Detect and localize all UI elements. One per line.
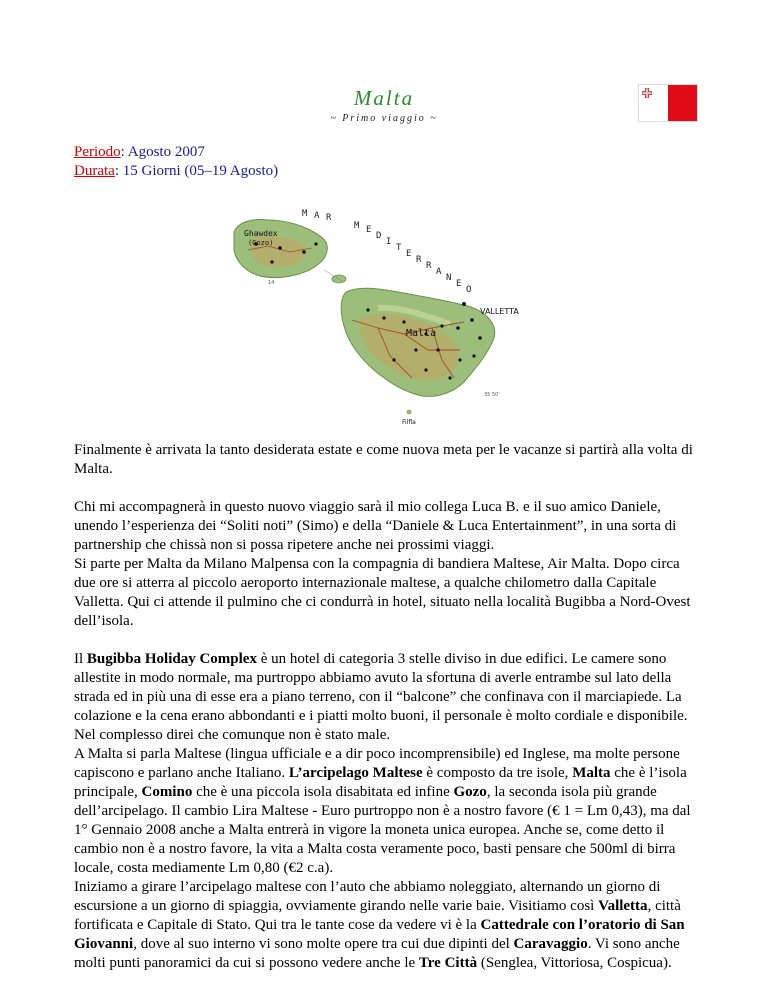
malta-map [228, 200, 540, 426]
sea-letter: A [314, 211, 320, 221]
sea-letter: R [326, 213, 332, 223]
duration-label: Durata [74, 163, 115, 179]
sea-letter: E [456, 279, 462, 289]
period-value: : Agosto 2007 [120, 144, 205, 160]
gozo-label: Ghawdex [244, 229, 278, 238]
period-label: Periodo [74, 144, 121, 160]
gozo-sublabel: (Gozo) [248, 239, 274, 247]
hotel-name: Bugibba Holiday Complex [86, 651, 257, 667]
sea-letter: R [426, 261, 432, 271]
sea-letter: I [386, 237, 392, 247]
paragraph: Il Bugibba Holiday Complex è un hotel di categoria 3 stelle diviso in due edifici. Le camere sono allestite in modo normale, ma purtroppo abbiamo avuto la sfortuna di averle entrambe sul lato della strada ed in più una di esse era a piano terreno, con il “balcone” che confinava con il marciapiede. La colazione e la cena erano abbondanti e i piatti molto buoni, il personale è molto cordiale e disponibile. Nel complesso direi che comunque non è stato male. [74, 651, 688, 743]
sea-letter: E [366, 225, 372, 235]
sea-letter: M [354, 221, 360, 231]
duration-line [74, 162, 278, 181]
paragraph: Iniziamo a girare l’arcipelago maltese con l’auto che abbiamo noleggiato, alternando un giorno di escursione a un giorno di spiaggia, ovviamente girando nelle varie baie. Visitiamo così Valletta, città fortificata e Capitale di Stato. Qui tra le tante cose da vedere vi è la Cattedrale con l’oratorio di San Giovanni, dove al suo interno vi sono molte opere tra cui due dipinti del Caravaggio. Vi sono anche molti punti panoramici da cui si possono vedere anche le Tre Città (Senglea, Vittoriosa, Cospicua). [74, 879, 685, 971]
sea-letter: D [376, 231, 382, 241]
filfla-label: Filfla [402, 419, 416, 426]
sea-letter: A [436, 267, 442, 277]
coord-label: 14 [268, 280, 275, 286]
page-subtitle: ~ Primo viaggio ~ [330, 113, 438, 124]
sea-letter: R [416, 255, 422, 265]
article-body [74, 441, 696, 973]
coord-label: 35 50' [484, 392, 500, 398]
filfla-islet [407, 410, 411, 414]
sea-letter: M [302, 209, 308, 219]
sea-letter: T [396, 243, 402, 253]
sea-label [302, 209, 471, 295]
paragraph: Finalmente è arrivata la tanto desiderata estate e come nuova meta per le vacanze si partirà alla volta di Malta. [74, 442, 693, 477]
paragraph: A Malta si parla Maltese (lingua ufficiale e a dir poco incomprensibile) ed Inglese, ma molte persone capiscono e parlano anche Italiano. L’arcipelago Maltese è composto da tre isole, Malta che è l’isola principale, Comino che è una piccola isola disabitata ed infine Gozo, la seconda isola più grande dell’arcipelago. Il cambio Lira Maltese - Euro purtroppo non è a nostro favore (€ 1 = Lm 0,43), ma dal 1° Gennaio 2008 anche a Malta entrerà in vigore la moneta unica europea. Anche se, come detto il cambio non è a nostro favore, la vita a Malta costa veramente poco, basti pensare che 500ml di birra locale, costa mediamente Lm 0,80 (€2 c.a). [74, 746, 691, 876]
sea-letter: N [446, 273, 452, 283]
page-title: Malta [353, 86, 415, 110]
malta-flag [638, 84, 698, 122]
sea-letter: O [466, 285, 472, 295]
sea-letter: E [406, 249, 412, 259]
duration-value: : 15 Giorni (05–19 Agosto) [114, 163, 279, 179]
capital-label: VALLETTA [480, 307, 519, 316]
malta-label: Malta [406, 328, 437, 339]
period-line [74, 143, 205, 162]
george-cross-icon [642, 88, 652, 98]
paragraph: Si parte per Malta da Milano Malpensa con la compagnia di bandiera Maltese, Air Malta. Dopo circa due ore si atterra al piccolo aeroporto internazionale maltese, a qualche chilometro dalla Capitale Valletta. Qui ci attende il pulmino che ci condurrà in hotel, situato nella località Bugibba a Nord-Ovest dell’isola. [74, 556, 691, 629]
paragraph: Chi mi accompagnerà in questo nuovo viaggio sarà il mio collega Luca B. e il suo amico Daniele, unendo l’esperienza dei “Soliti noti” (Simo) e della “Daniele & Luca Entertainment”, in una sorta di partnership che chissà non si possa ripetere anche nei prossimi viaggi. [74, 499, 677, 553]
